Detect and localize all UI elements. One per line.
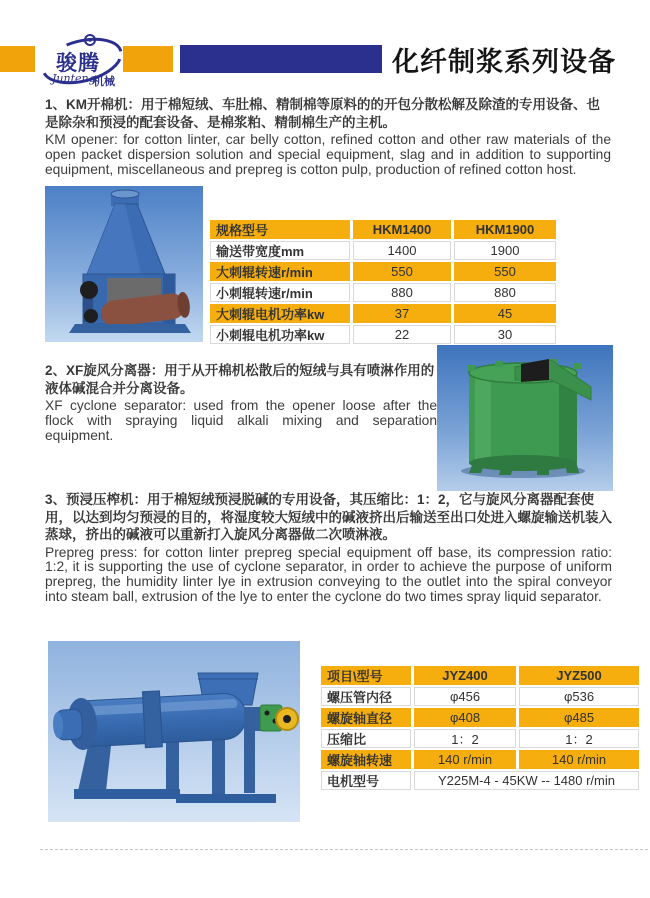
table-row (210, 304, 556, 323)
cyclone-separator-photo (437, 345, 613, 491)
logo-cn-text: 骏腾 (56, 52, 100, 75)
km-opener-spec-table (207, 218, 559, 346)
table-cell: 小刺辊电机功率kw (210, 325, 350, 344)
section-cyclone-separator (45, 362, 437, 443)
table-header-cell: JYZ400 (414, 666, 516, 685)
table-row (321, 708, 639, 727)
km-opener-en-text: KM opener: for cotton linter, car belly cotton, refined cotton and other raw materials of the open packet dispersion solution and special equipment, slag and in addition to supporting equipment, miscellaneous and prepreg is cotton pulp, production of refined cotton host. (45, 132, 611, 177)
table-cell: 37 (353, 304, 451, 323)
table-row (321, 687, 639, 706)
table-cell: 140 r/min (414, 750, 516, 769)
table-row (321, 729, 639, 748)
table-cell: 880 (353, 283, 451, 302)
table-cell: 22 (353, 325, 451, 344)
table-cell: φ456 (414, 687, 516, 706)
table-row (210, 283, 556, 302)
table-cell: 140 r/min (519, 750, 639, 769)
table-cell: 45 (454, 304, 556, 323)
table-cell: 30 (454, 325, 556, 344)
table-cell: φ485 (519, 708, 639, 727)
table-cell: 550 (353, 262, 451, 281)
section-prepreg-press (45, 491, 612, 605)
header-accent-mid (123, 46, 173, 72)
table-header-cell: HKM1900 (454, 220, 556, 239)
table-cell: 880 (454, 283, 556, 302)
prepreg-press-spec-table (318, 664, 642, 792)
table-cell: 螺压管内径 (321, 687, 411, 706)
table-cell-merged: Y225M-4 - 45KW -- 1480 r/min (414, 771, 639, 790)
header-accent-left (0, 46, 35, 72)
km-opener-cn-text: 1、KM开棉机：用于棉短绒、车肚棉、精制棉等原料的的开包分散松解及除渣的专用设备、也是除杂和预浸的配套设备、是棉浆粕、精制棉生产的主机。 (45, 97, 601, 130)
header-accent-bar (180, 45, 382, 73)
table-header-cell: 项目\型号 (321, 666, 411, 685)
company-logo (38, 34, 126, 92)
table-cell: φ408 (414, 708, 516, 727)
prepreg-cn-text: 3、预浸压榨机：用于棉短绒预浸脱碱的专用设备，其压缩比：1：2，它与旋风分离器配套使用，以达到均匀预浸的目的，将湿度较大短绒中的碱液挤出后输送至出口处进入螺旋输送机装入蒸球，挤出的碱液可以重新打入旋风分离器做二次喷淋液。 (45, 492, 612, 542)
table-cell: 输送带宽度mm (210, 241, 350, 260)
table-cell: 1400 (353, 241, 451, 260)
table-cell: φ536 (519, 687, 639, 706)
table-cell: 1900 (454, 241, 556, 260)
table-cell: 小刺辊转速r/min (210, 283, 350, 302)
logo-en-text: Junteng (52, 72, 96, 85)
table-row (210, 262, 556, 281)
section-km-opener (45, 96, 611, 177)
table-row (210, 241, 556, 260)
prepreg-en-text: Prepreg press: for cotton linter prepreg special equipment off base, its compression ratio: 1:2, it is supporting the use of cyclone separator, in order to achieve the purpose of uniform prepreg, the humidity linter lye in extrusion conveying to the outlet into the spiral conveyor into steam ball, extrusion of the lye to enter the cyclone do two times spray liquid separator. (45, 544, 612, 604)
table-cell: 螺旋轴转速 (321, 750, 411, 769)
table-header-row (210, 220, 556, 239)
table-cell: 压缩比 (321, 729, 411, 748)
table-header-cell: HKM1400 (353, 220, 451, 239)
table-row (210, 325, 556, 344)
table-cell: 大刺辊转速r/min (210, 262, 350, 281)
table-row (321, 750, 639, 769)
table-cell: 电机型号 (321, 771, 411, 790)
prepreg-press-photo (48, 641, 300, 822)
table-header-row (321, 666, 639, 685)
table-row (321, 771, 639, 790)
logo-suffix-text: 机械 (93, 76, 115, 88)
km-opener-photo (45, 186, 203, 342)
cyclone-cn-text: 2、XF旋风分离器：用于从开棉机松散后的短绒与具有喷淋作用的液体碱混合并分离设备。 (45, 363, 435, 396)
table-header-cell: 规格型号 (210, 220, 350, 239)
table-cell: 1：2 (414, 729, 516, 748)
table-cell: 大刺辊电机功率kw (210, 304, 350, 323)
page-title: 化纤制浆系列设备 (392, 47, 616, 77)
table-cell: 螺旋轴直径 (321, 708, 411, 727)
table-header-cell: JYZ500 (519, 666, 639, 685)
table-cell: 550 (454, 262, 556, 281)
footer-divider (40, 849, 648, 850)
cyclone-en-text: XF cyclone separator: used from the opener loose after the flock with spraying liquid alkali mixing and separation equipment. (45, 398, 437, 443)
table-cell: 1：2 (519, 729, 639, 748)
